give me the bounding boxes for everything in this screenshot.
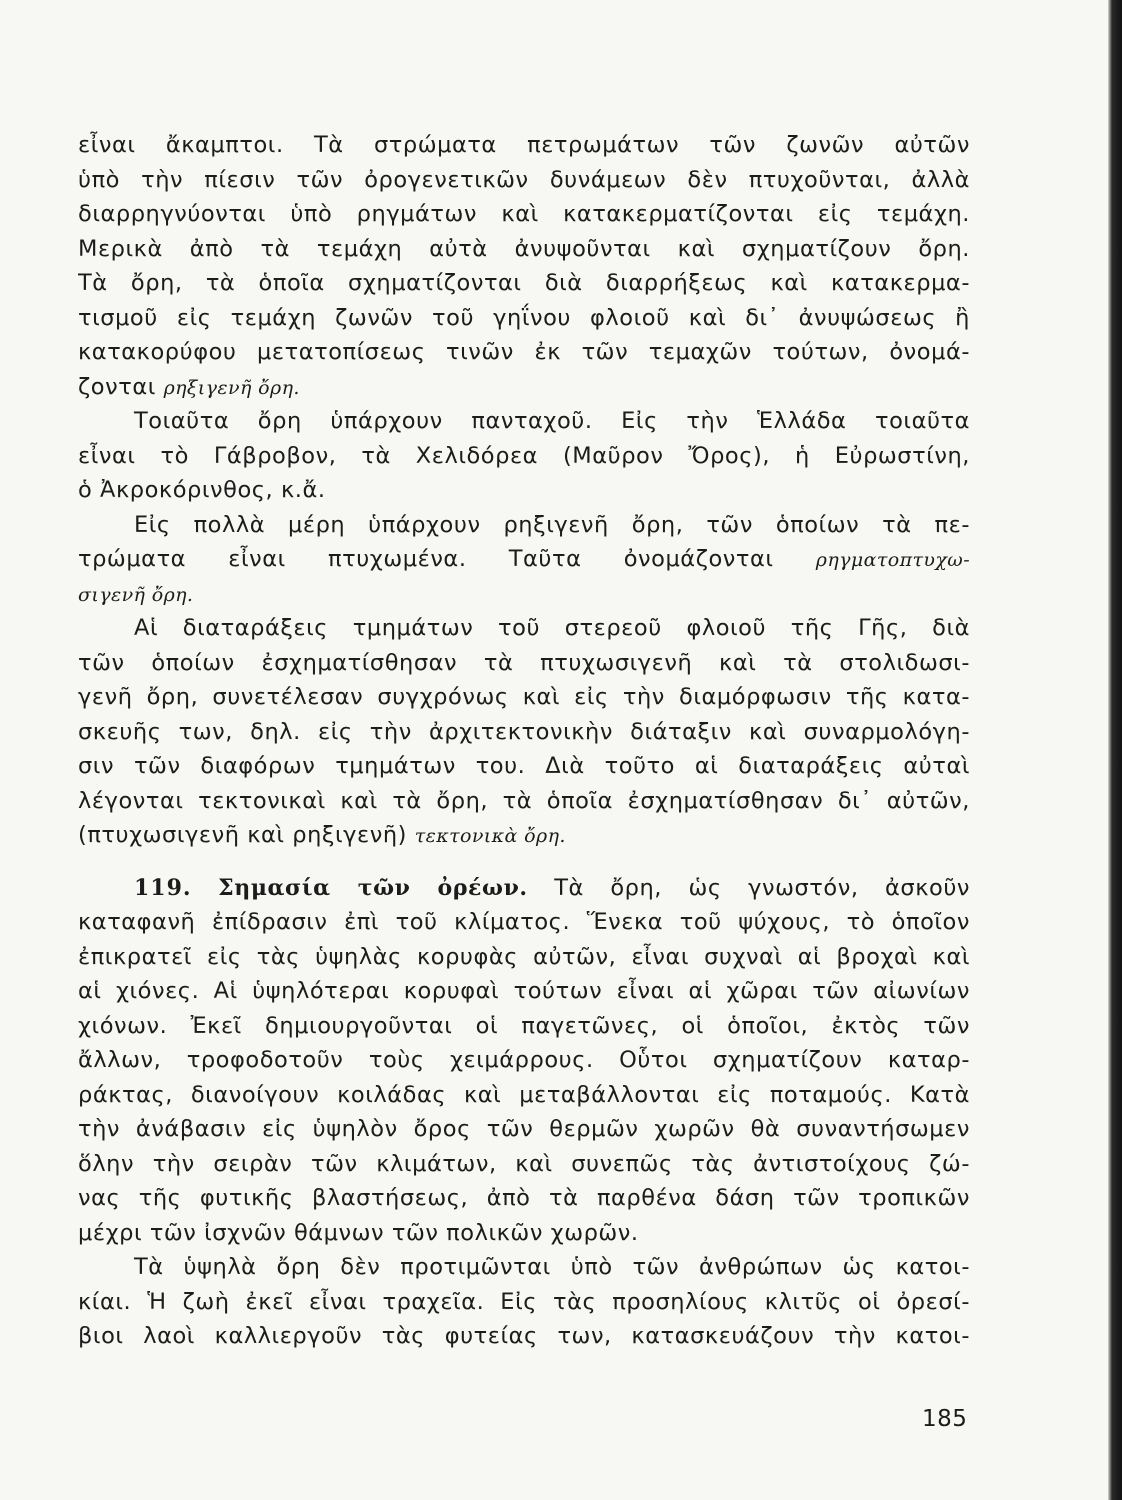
- text-line: ὅλην τὴν σειρὰν τῶν κλιμάτων, καὶ συνεπῶς τὰς ἀντιστοίχους ζώ-: [78, 1150, 970, 1177]
- section-119: [78, 871, 970, 1251]
- paragraph-4: [78, 611, 970, 853]
- text-line: σκευῆς των, δηλ. εἰς τὴν ἀρχιτεκτονικὴν διάταξιν καὶ συναρμολόγη-: [78, 718, 970, 745]
- text-line: λέγονται τεκτονικαὶ καὶ τὰ ὄρη, τὰ ὁποῖα ἐσχηματίσθησαν δι᾽ αὐτῶν,: [78, 787, 970, 814]
- text-line: Τοιαῦτα ὄρη ὑπάρχουν πανταχοῦ. Εἰς τὴν Ἑλλάδα τοιαῦτα: [134, 408, 970, 434]
- text-line: ράκτας, διανοίγουν κοιλάδας καὶ μεταβάλλονται εἰς ποταμούς. Κατὰ: [78, 1081, 970, 1108]
- text-line: τῶν ὁποίων ἐσχηματίσθησαν τὰ πτυχωσιγενῆ καὶ τὰ στολιδωσι-: [78, 649, 970, 676]
- text-line: Εἰς πολλὰ μέρη ὑπάρχουν ρηξιγενῆ ὄρη, τῶν ὁποίων τὰ πε-: [134, 511, 970, 538]
- text-fragment: τρώματα εἶναι πτυχωμένα. Ταῦτα ὀνομάζονται: [78, 546, 774, 572]
- text-line: Τὰ ὄρη, τὰ ὁποῖα σχηματίζονται διὰ διαρρήξεως καὶ κατακερμα-: [78, 270, 970, 296]
- paragraph-2: [78, 404, 970, 508]
- text-line: εἶναι τὸ Γάβροβον, τὰ Χελιδόρεα (Μαῦρον Ὄρος), ἡ Εὐρωστίνη,: [78, 442, 970, 469]
- text-line: [78, 818, 970, 853]
- text-line: νας τῆς φυτικῆς βλαστήσεως, ἀπὸ τὰ παρθένα δάση τῶν τροπικῶν: [78, 1185, 970, 1211]
- term-italic: ρηξιγενῆ ὄρη.: [163, 376, 300, 399]
- text-fragment: ζονται: [78, 373, 156, 400]
- term-italic: σιγενῆ ὄρη.: [78, 583, 194, 606]
- text-line: διαρρηγνύονται ὑπὸ ρηγμάτων καὶ κατακερματίζονται εἰς τεμάχη.: [78, 201, 970, 227]
- text-line: τὴν ἀνάβασιν εἰς ὑψηλὸν ὄρος τῶν θερμῶν χωρῶν θὰ συναντήσωμεν: [78, 1116, 970, 1142]
- page-number: 185: [922, 1406, 968, 1432]
- text-line: [78, 871, 970, 906]
- text-line: Αἱ διαταράξεις τμημάτων τοῦ στερεοῦ φλοιοῦ τῆς Γῆς, διὰ: [134, 615, 970, 641]
- text-line: Μερικὰ ἀπὸ τὰ τεμάχη αὐτὰ ἀνυψοῦνται καὶ σχηματίζουν ὄρη.: [78, 235, 970, 262]
- page-edge-shadow: [1108, 0, 1122, 1500]
- section-title: Σημασία τῶν ὀρέων.: [218, 874, 528, 901]
- text-line: αἱ χιόνες. Αἱ ὑψηλότεραι κορυφαὶ τούτων εἶναι αἱ χῶραι τῶν αἰωνίων: [78, 978, 970, 1004]
- text-line: ἐπικρατεῖ εἰς τὰς ὑψηλὰς κορυφὰς αὐτῶν, εἶναι συχναὶ αἱ βροχαὶ καὶ: [78, 943, 970, 970]
- term-italic: τεκτονικὰ ὄρη.: [414, 825, 566, 847]
- text-line: βιοι λαοὶ καλλιεργοῦν τὰς φυτείας των, κατασκευάζουν τὴν κατοι-: [78, 1323, 970, 1349]
- text-line: ὑπὸ τὴν πίεσιν τῶν ὀρογενετικῶν δυνάμεων δὲν πτυχοῦνται, ἀλλὰ: [78, 166, 970, 193]
- text-line: [78, 577, 970, 612]
- text-line: κίαι. Ἡ ζωὴ ἐκεῖ εἶναι τραχεῖα. Εἰς τὰς προσηλίους κλιτῦς οἱ ὀρεσί-: [78, 1288, 970, 1315]
- text-line: γενῆ ὄρη, συνετέλεσαν συγχρόνως καὶ εἰς τὴν διαμόρφωσιν τῆς κατα-: [78, 684, 970, 710]
- term-italic: ρηγματοπτυχω-: [815, 549, 970, 571]
- section-number: 119.: [134, 874, 192, 901]
- text-fragment: Τὰ ὄρη, ὡς γνωστόν, ἀσκοῦν: [554, 874, 970, 901]
- text-line: ὁ Ἀκροκόρινθος, κ.ἄ.: [78, 477, 326, 503]
- text-line: ἄλλων, τροφοδοτοῦν τοὺς χειμάρρους. Οὗτοι σχηματίζουν καταρ-: [78, 1047, 970, 1073]
- text-line: χιόνων. Ἐκεῖ δημιουργοῦνται οἱ παγετῶνες, οἱ ὁποῖοι, ἐκτὸς τῶν: [78, 1012, 970, 1039]
- paragraph-6: [78, 1250, 970, 1354]
- text-line: [78, 370, 970, 405]
- page-body: [78, 128, 970, 1354]
- text-fragment: (πτυχωσιγενῆ καὶ ρηξιγενῆ): [78, 822, 408, 848]
- text-line: κατακορύφου μετατοπίσεως τινῶν ἐκ τῶν τεμαχῶν τούτων, ὀνομά-: [78, 339, 970, 365]
- text-line: Τὰ ὑψηλὰ ὄρη δὲν προτιμῶνται ὑπὸ τῶν ἀνθρώπων ὡς κατοι-: [134, 1254, 970, 1280]
- text-line: [78, 542, 970, 577]
- paragraph-1: [78, 128, 970, 404]
- paragraph-3: [78, 508, 970, 612]
- text-line: μέχρι τῶν ἰσχνῶν θάμνων τῶν πολικῶν χωρῶν.: [78, 1219, 639, 1246]
- text-line: τισμοῦ εἰς τεμάχη ζωνῶν τοῦ γηΐνου φλοιοῦ καὶ δι᾽ ἀνυψώσεως ἢ: [78, 304, 970, 331]
- section-gap: [78, 853, 970, 871]
- text-line: καταφανῆ ἐπίδρασιν ἐπὶ τοῦ κλίματος. Ἕνεκα τοῦ ψύχους, τὸ ὁποῖον: [78, 909, 970, 935]
- text-line: εἶναι ἄκαμπτοι. Τὰ στρώματα πετρωμάτων τῶν ζωνῶν αὐτῶν: [78, 132, 970, 158]
- text-line: σιν τῶν διαφόρων τμημάτων του. Διὰ τοῦτο αἱ διαταράξεις αὐταὶ: [78, 753, 970, 779]
